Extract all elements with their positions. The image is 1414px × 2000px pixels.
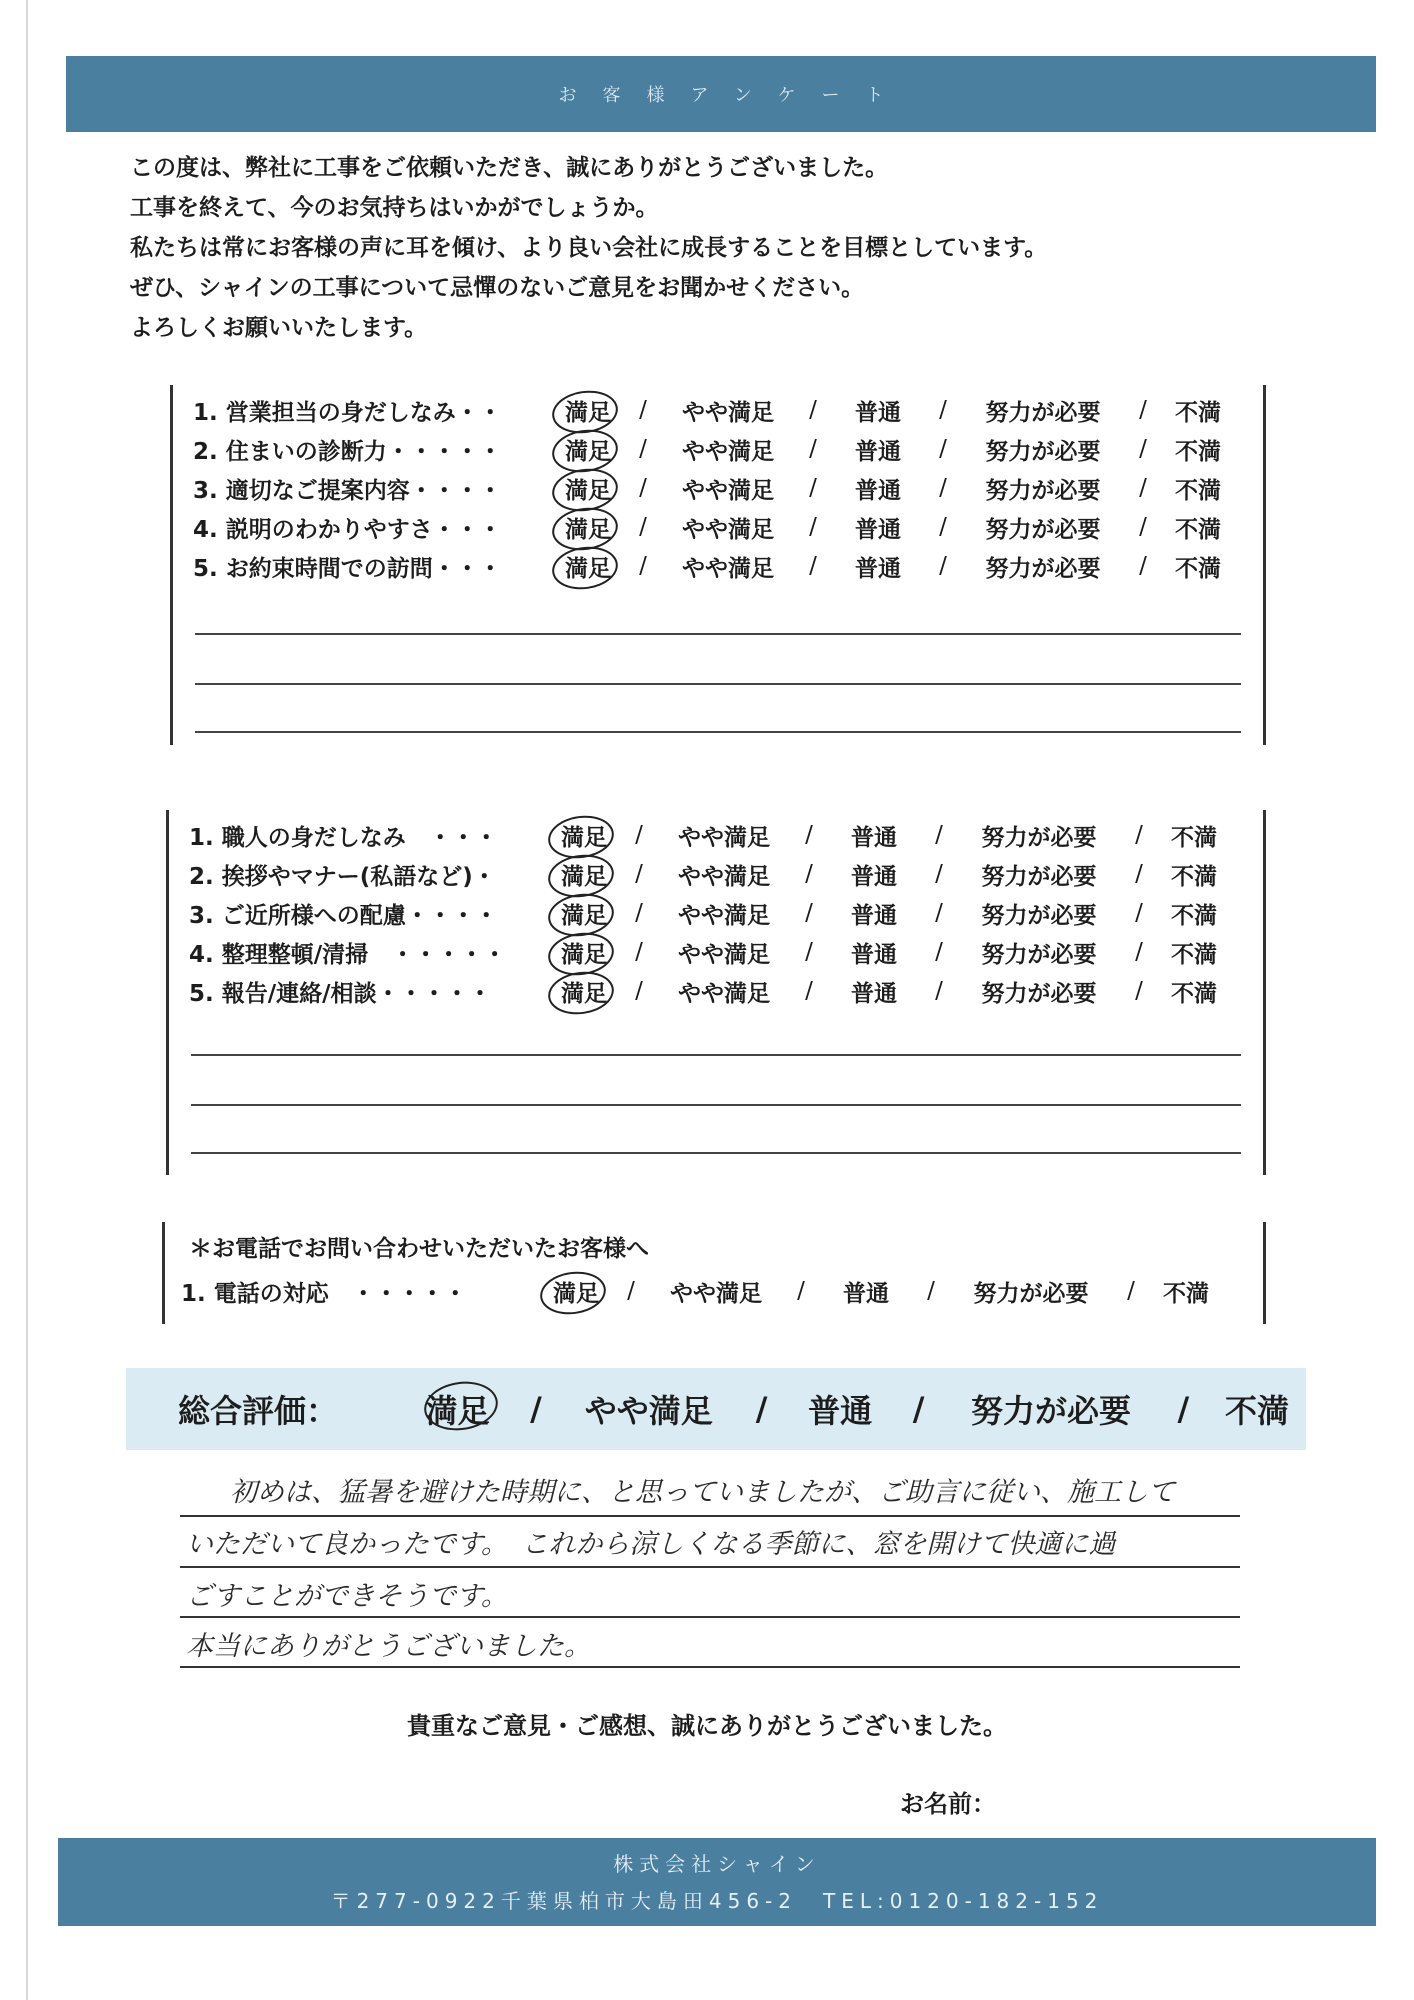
survey-question-row	[189, 974, 1234, 1008]
overall-rating-band	[126, 1368, 1306, 1450]
option-separator: /	[530, 1390, 542, 1428]
option-separator: /	[927, 1278, 935, 1304]
section-craftsmen	[166, 810, 1266, 1175]
option-separator: /	[935, 861, 943, 887]
survey-question-row	[193, 510, 1238, 544]
question-label: 1. 職人の身だしなみ ・・・	[189, 824, 498, 851]
option-average[interactable]: 普通	[851, 824, 897, 851]
option-separator: /	[1135, 900, 1143, 926]
option-separator: /	[1177, 1390, 1190, 1428]
option-somewhat-satisfied[interactable]: やや満足	[682, 438, 774, 465]
survey-question-row	[189, 935, 1234, 969]
option-satisfied[interactable]: 満足	[548, 394, 628, 427]
overall-option-needs-effort[interactable]: 努力が必要	[970, 1392, 1131, 1430]
option-average[interactable]: 普通	[855, 555, 901, 582]
question-label: 5. お約束時間での訪問・・・	[193, 555, 502, 582]
option-separator: /	[1139, 397, 1147, 423]
option-separator: /	[935, 900, 943, 926]
survey-question-row	[193, 471, 1238, 505]
option-separator: /	[939, 514, 947, 540]
option-separator: /	[1135, 861, 1143, 887]
closing-thanks: 貴重なご意見・ご感想、誠にありがとうございました。	[407, 1712, 1007, 1740]
option-somewhat-satisfied[interactable]: やや満足	[682, 516, 774, 543]
overall-rating-label: 総合評価：	[178, 1392, 339, 1430]
option-needs-effort[interactable]: 努力が必要	[973, 1280, 1089, 1307]
option-somewhat-satisfied[interactable]: やや満足	[678, 980, 770, 1007]
option-needs-effort[interactable]: 努力が必要	[981, 980, 1097, 1007]
option-separator: /	[627, 1278, 635, 1304]
option-average[interactable]: 普通	[855, 477, 901, 504]
option-separator: /	[1135, 939, 1143, 965]
option-somewhat-satisfied[interactable]: やや満足	[682, 555, 774, 582]
option-somewhat-satisfied[interactable]: やや満足	[678, 824, 770, 851]
option-dissatisfied[interactable]: 不満	[1171, 980, 1217, 1007]
option-separator: /	[797, 1278, 805, 1304]
option-separator: /	[639, 397, 647, 423]
option-satisfied[interactable]: 満足	[548, 511, 628, 544]
option-separator: /	[939, 397, 947, 423]
section-sales-rep	[170, 385, 1266, 745]
question-label: 4. 説明のわかりやすさ・・・	[193, 516, 502, 543]
comment-line[interactable]	[191, 1104, 1241, 1106]
option-separator: /	[809, 436, 817, 462]
survey-title: お客様アンケート	[558, 85, 910, 106]
handwritten-comment-line: いただいて良かったです。 これから涼しくなる季節に、窓を開けて快適に過	[186, 1529, 1116, 1560]
option-separator: /	[635, 939, 643, 965]
option-separator: /	[1139, 553, 1147, 579]
option-separator: /	[1135, 822, 1143, 848]
option-average[interactable]: 普通	[843, 1280, 889, 1307]
option-satisfied[interactable]: 満足	[548, 472, 628, 505]
company-address: 〒277-0922千葉県柏市大島田456-2 TEL:0120-182-152	[330, 1889, 1104, 1913]
survey-question-row	[189, 896, 1234, 930]
survey-question-row	[189, 818, 1234, 852]
question-label: 2. 住まいの診断力・・・・・	[193, 438, 502, 465]
option-separator: /	[755, 1390, 768, 1428]
intro-text	[130, 148, 1047, 348]
option-separator: /	[809, 553, 817, 579]
question-label: 5. 報告/連絡/相談・・・・・	[189, 980, 492, 1007]
option-needs-effort[interactable]: 努力が必要	[981, 824, 1097, 851]
header-bar	[66, 56, 1376, 132]
option-satisfied[interactable]: 満足	[544, 936, 624, 969]
survey-question-row	[193, 432, 1238, 466]
comment-line[interactable]	[195, 633, 1241, 635]
question-label: 3. ご近所様への配慮・・・・	[189, 902, 498, 929]
option-somewhat-satisfied[interactable]: やや満足	[678, 902, 770, 929]
option-separator: /	[1135, 978, 1143, 1004]
option-separator: /	[939, 475, 947, 501]
option-separator: /	[809, 475, 817, 501]
option-dissatisfied[interactable]: 不満	[1171, 863, 1217, 890]
survey-question-row	[193, 549, 1238, 583]
option-needs-effort[interactable]: 努力が必要	[985, 555, 1101, 582]
option-somewhat-satisfied[interactable]: やや満足	[678, 941, 770, 968]
comment-ruled-line[interactable]	[180, 1616, 1240, 1618]
comment-line[interactable]	[191, 1054, 1241, 1056]
option-separator: /	[935, 822, 943, 848]
phone-section-heading: ＊お電話でお問い合わせいただいたお客様へ	[189, 1236, 649, 1262]
footer-bar	[58, 1838, 1376, 1926]
survey-question-row	[189, 857, 1234, 891]
option-average[interactable]: 普通	[851, 902, 897, 929]
comment-ruled-line[interactable]	[180, 1515, 1240, 1517]
option-average[interactable]: 普通	[855, 516, 901, 543]
option-satisfied[interactable]: 満足	[548, 433, 628, 466]
section-phone-inquiry	[162, 1222, 1266, 1324]
option-separator: /	[1139, 514, 1147, 540]
question-label: 3. 適切なご提案内容・・・・	[193, 477, 502, 504]
option-separator: /	[939, 436, 947, 462]
scan-edge-line	[26, 0, 28, 2000]
comment-ruled-line[interactable]	[180, 1566, 1240, 1568]
option-satisfied[interactable]: 満足	[536, 1275, 616, 1308]
comment-line[interactable]	[195, 731, 1241, 733]
option-somewhat-satisfied[interactable]: やや満足	[678, 863, 770, 890]
option-needs-effort[interactable]: 努力が必要	[981, 863, 1097, 890]
comment-line[interactable]	[195, 683, 1241, 685]
option-separator: /	[639, 553, 647, 579]
overall-option-satisfied[interactable]: 満足	[404, 1386, 512, 1432]
comment-ruled-line[interactable]	[180, 1666, 1240, 1668]
survey-question-row	[181, 1274, 1226, 1308]
survey-question-row	[193, 393, 1238, 427]
handwritten-comment-line: 初めは、猛暑を避けた時期に、と思っていましたが、ご助言に従い、施工して	[230, 1477, 1175, 1508]
option-separator: /	[635, 978, 643, 1004]
option-separator: /	[639, 514, 647, 540]
option-separator: /	[635, 900, 643, 926]
intro-line: この度は、弊社に工事をご依頼いただき、誠にありがとうございました。	[130, 155, 889, 181]
option-separator: /	[935, 978, 943, 1004]
option-dissatisfied[interactable]: 不満	[1175, 438, 1221, 465]
option-average[interactable]: 普通	[851, 980, 897, 1007]
option-dissatisfied[interactable]: 不満	[1175, 477, 1221, 504]
option-dissatisfied[interactable]: 不満	[1175, 555, 1221, 582]
question-label: 1. 電話の対応 ・・・・・	[181, 1280, 467, 1307]
comment-line[interactable]	[191, 1152, 1241, 1154]
option-needs-effort[interactable]: 努力が必要	[985, 399, 1101, 426]
option-separator: /	[805, 939, 813, 965]
overall-option-average[interactable]: 普通	[808, 1392, 873, 1430]
intro-line: ぜひ、シャインの工事について忌憚のないご意見をお聞かせください。	[130, 275, 865, 301]
overall-option-somewhat-satisfied[interactable]: やや満足	[584, 1392, 713, 1430]
intro-line: よろしくお願いいたします。	[130, 315, 428, 341]
option-needs-effort[interactable]: 努力が必要	[981, 941, 1097, 968]
option-satisfied[interactable]: 満足	[544, 858, 624, 891]
option-somewhat-satisfied[interactable]: やや満足	[670, 1280, 762, 1307]
option-average[interactable]: 普通	[851, 863, 897, 890]
option-needs-effort[interactable]: 努力が必要	[985, 516, 1101, 543]
question-label: 2. 挨拶やマナー(私語など)・	[189, 863, 496, 890]
handwritten-comment-line: 本当にありがとうございました。	[186, 1631, 591, 1662]
option-separator: /	[912, 1390, 925, 1428]
question-label: 4. 整理整頓/清掃 ・・・・・	[189, 941, 507, 968]
intro-line: 私たちは常にお客様の声に耳を傾け、より良い会社に成長することを目標としています。	[130, 235, 1048, 261]
option-dissatisfied[interactable]: 不満	[1163, 1280, 1209, 1307]
option-separator: /	[805, 978, 813, 1004]
handwritten-comment-line: ごすことができそうです。	[186, 1581, 508, 1612]
option-needs-effort[interactable]: 努力が必要	[985, 477, 1101, 504]
question-label: 1. 営業担当の身だしなみ・・	[193, 399, 502, 426]
option-satisfied[interactable]: 満足	[544, 819, 624, 852]
option-dissatisfied[interactable]: 不満	[1171, 824, 1217, 851]
option-separator: /	[935, 939, 943, 965]
option-needs-effort[interactable]: 努力が必要	[981, 902, 1097, 929]
option-dissatisfied[interactable]: 不満	[1175, 399, 1221, 426]
option-average[interactable]: 普通	[855, 399, 901, 426]
overall-option-dissatisfied[interactable]: 不満	[1224, 1392, 1289, 1430]
option-separator: /	[809, 514, 817, 540]
option-separator: /	[1139, 475, 1147, 501]
option-separator: /	[639, 475, 647, 501]
company-name: 株式会社シャイン	[613, 1852, 821, 1876]
option-separator: /	[635, 822, 643, 848]
option-separator: /	[809, 397, 817, 423]
option-dissatisfied[interactable]: 不満	[1175, 516, 1221, 543]
option-separator: /	[1127, 1278, 1135, 1304]
option-satisfied[interactable]: 満足	[548, 550, 628, 583]
option-satisfied[interactable]: 満足	[544, 975, 624, 1008]
option-dissatisfied[interactable]: 不満	[1171, 902, 1217, 929]
option-separator: /	[639, 436, 647, 462]
option-somewhat-satisfied[interactable]: やや満足	[682, 399, 774, 426]
option-separator: /	[805, 822, 813, 848]
option-separator: /	[805, 861, 813, 887]
option-needs-effort[interactable]: 努力が必要	[985, 438, 1101, 465]
intro-line: 工事を終えて、今のお気持ちはいかがでしょうか。	[130, 195, 659, 221]
option-separator: /	[805, 900, 813, 926]
option-separator: /	[939, 553, 947, 579]
option-satisfied[interactable]: 満足	[544, 897, 624, 930]
option-separator: /	[635, 861, 643, 887]
option-average[interactable]: 普通	[855, 438, 901, 465]
option-somewhat-satisfied[interactable]: やや満足	[682, 477, 774, 504]
option-dissatisfied[interactable]: 不満	[1171, 941, 1217, 968]
option-separator: /	[1139, 436, 1147, 462]
name-label: お名前：	[900, 1790, 996, 1818]
option-average[interactable]: 普通	[851, 941, 897, 968]
